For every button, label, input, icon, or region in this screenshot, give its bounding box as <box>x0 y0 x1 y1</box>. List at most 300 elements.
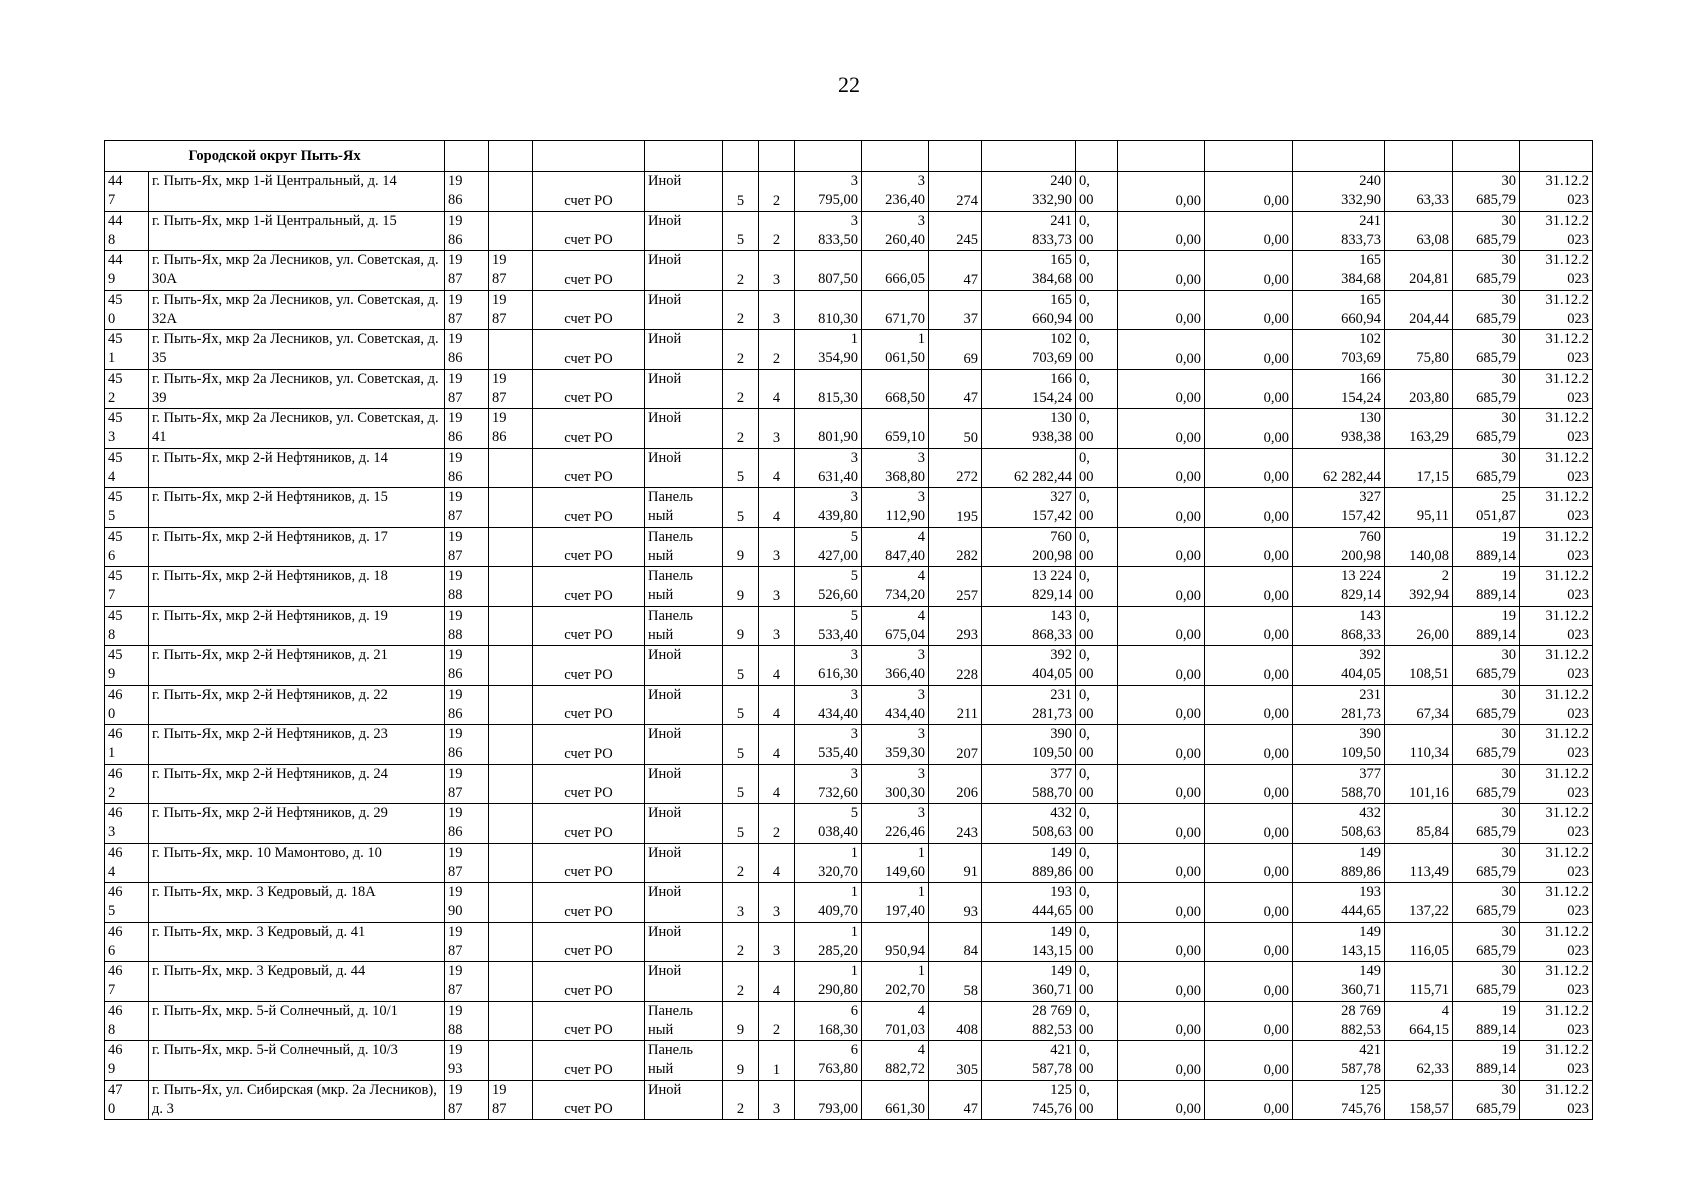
completion-year-cell <box>489 606 533 646</box>
entrances-cell: 4 <box>759 725 795 765</box>
floors-cell: 5 <box>723 448 759 488</box>
max-unit-cost-cell: 30 685,79 <box>1453 764 1520 804</box>
address-cell: г. Пыть-Ях, мкр 2-й Нефтяников, д. 21 <box>149 646 445 686</box>
total-cost-cell: 130 938,38 <box>982 409 1076 449</box>
local-funds-cell: 0,00 <box>1205 606 1293 646</box>
federal-funds-cell: 0, 00 <box>1076 567 1118 607</box>
federal-funds-cell: 0, 00 <box>1076 1001 1118 1041</box>
address-cell: г. Пыть-Ях, мкр. 5-й Солнечный, д. 10/1 <box>149 1001 445 1041</box>
premises-area-cell: 668,50 <box>862 369 929 409</box>
total-cost-cell: 102 703,69 <box>982 330 1076 370</box>
total-cost-cell: 241 833,73 <box>982 211 1076 251</box>
total-cost-cell: 149 889,86 <box>982 843 1076 883</box>
premises-area-cell: 661,30 <box>862 1080 929 1120</box>
floors-cell: 2 <box>723 369 759 409</box>
premises-area-cell: 3 359,30 <box>862 725 929 765</box>
total-cost-cell: 149 143,15 <box>982 922 1076 962</box>
floors-cell: 2 <box>723 330 759 370</box>
deadline-cell: 31.12.2 023 <box>1520 567 1593 607</box>
wall-material-cell: Панель ный <box>645 488 723 528</box>
residents-cell: 211 <box>929 685 982 725</box>
residents-cell: 243 <box>929 804 982 844</box>
table-row <box>105 646 1593 686</box>
premises-area-cell: 3 226,46 <box>862 804 929 844</box>
floors-cell: 2 <box>723 922 759 962</box>
residents-cell: 195 <box>929 488 982 528</box>
total-cost-cell: 421 587,78 <box>982 1041 1076 1081</box>
total-cost-cell: 28 769 882,53 <box>982 1001 1076 1041</box>
federal-funds-cell: 0, 00 <box>1076 725 1118 765</box>
address-cell: г. Пыть-Ях, мкр. 3 Кедровый, д. 41 <box>149 922 445 962</box>
entrances-cell: 4 <box>759 369 795 409</box>
local-funds-cell: 0,00 <box>1205 448 1293 488</box>
wall-material-cell: Иной <box>645 211 723 251</box>
total-area-cell: 3 732,60 <box>795 764 862 804</box>
completion-year-cell <box>489 764 533 804</box>
unit-cost-cell: 2 392,94 <box>1385 567 1453 607</box>
floors-cell: 5 <box>723 172 759 212</box>
entrances-cell: 2 <box>759 1001 795 1041</box>
max-unit-cost-cell: 30 685,79 <box>1453 211 1520 251</box>
fund-method-cell: счет РО <box>533 251 645 291</box>
commission-year-cell: 19 86 <box>445 804 489 844</box>
federal-funds-cell: 0, 00 <box>1076 409 1118 449</box>
total-cost-cell: 240 332,90 <box>982 172 1076 212</box>
total-area-cell: 3 439,80 <box>795 488 862 528</box>
max-unit-cost-cell: 30 685,79 <box>1453 409 1520 449</box>
entrances-cell: 3 <box>759 251 795 291</box>
deadline-cell: 31.12.2 023 <box>1520 1080 1593 1120</box>
local-funds-cell: 0,00 <box>1205 883 1293 923</box>
total-area-cell: 815,30 <box>795 369 862 409</box>
floors-cell: 5 <box>723 488 759 528</box>
max-unit-cost-cell: 30 685,79 <box>1453 883 1520 923</box>
regional-funds-cell: 0,00 <box>1118 606 1205 646</box>
total-area-cell: 5 526,60 <box>795 567 862 607</box>
owner-funds-cell: 130 938,38 <box>1293 409 1385 449</box>
commission-year-cell: 19 87 <box>445 251 489 291</box>
deadline-cell: 31.12.2 023 <box>1520 1041 1593 1081</box>
wall-material-cell: Иной <box>645 725 723 765</box>
residents-cell: 91 <box>929 843 982 883</box>
fund-method-cell: счет РО <box>533 330 645 370</box>
max-unit-cost-cell: 19 889,14 <box>1453 527 1520 567</box>
total-area-cell: 3 616,30 <box>795 646 862 686</box>
row-number: 46 5 <box>105 883 149 923</box>
address-cell: г. Пыть-Ях, мкр 2-й Нефтяников, д. 23 <box>149 725 445 765</box>
residents-cell: 47 <box>929 1080 982 1120</box>
wall-material-cell: Иной <box>645 251 723 291</box>
row-number: 44 8 <box>105 211 149 251</box>
fund-method-cell: счет РО <box>533 488 645 528</box>
regional-funds-cell: 0,00 <box>1118 290 1205 330</box>
local-funds-cell: 0,00 <box>1205 330 1293 370</box>
federal-funds-cell: 0, 00 <box>1076 369 1118 409</box>
address-cell: г. Пыть-Ях, мкр 2а Лесников, ул. Советская, д. 30А <box>149 251 445 291</box>
premises-area-cell: 671,70 <box>862 290 929 330</box>
address-cell: г. Пыть-Ях, мкр. 3 Кедровый, д. 44 <box>149 962 445 1002</box>
completion-year-cell <box>489 883 533 923</box>
federal-funds-cell: 0, 00 <box>1076 1041 1118 1081</box>
commission-year-cell: 19 87 <box>445 962 489 1002</box>
regional-funds-cell: 0,00 <box>1118 804 1205 844</box>
federal-funds-cell: 0, 00 <box>1076 962 1118 1002</box>
row-number: 45 2 <box>105 369 149 409</box>
completion-year-cell <box>489 488 533 528</box>
entrances-cell: 3 <box>759 409 795 449</box>
section-header-row <box>105 141 1593 172</box>
row-number: 46 4 <box>105 843 149 883</box>
commission-year-cell: 19 87 <box>445 922 489 962</box>
entrances-cell: 2 <box>759 804 795 844</box>
local-funds-cell: 0,00 <box>1205 1001 1293 1041</box>
commission-year-cell: 19 86 <box>445 646 489 686</box>
address-cell: г. Пыть-Ях, мкр 2а Лесников, ул. Советская, д. 39 <box>149 369 445 409</box>
regional-funds-cell: 0,00 <box>1118 764 1205 804</box>
fund-method-cell: счет РО <box>533 685 645 725</box>
table-row <box>105 725 1593 765</box>
owner-funds-cell: 432 508,63 <box>1293 804 1385 844</box>
address-cell: г. Пыть-Ях, мкр 2-й Нефтяников, д. 24 <box>149 764 445 804</box>
commission-year-cell: 19 87 <box>445 290 489 330</box>
residents-cell: 206 <box>929 764 982 804</box>
address-cell: г. Пыть-Ях, мкр 2-й Нефтяников, д. 22 <box>149 685 445 725</box>
federal-funds-cell: 0, 00 <box>1076 606 1118 646</box>
unit-cost-cell: 85,84 <box>1385 804 1453 844</box>
local-funds-cell: 0,00 <box>1205 290 1293 330</box>
owner-funds-cell: 327 157,42 <box>1293 488 1385 528</box>
table-row <box>105 409 1593 449</box>
residents-cell: 293 <box>929 606 982 646</box>
commission-year-cell: 19 87 <box>445 527 489 567</box>
unit-cost-cell: 204,81 <box>1385 251 1453 291</box>
fund-method-cell: счет РО <box>533 409 645 449</box>
unit-cost-cell: 204,44 <box>1385 290 1453 330</box>
local-funds-cell: 0,00 <box>1205 527 1293 567</box>
max-unit-cost-cell: 19 889,14 <box>1453 1001 1520 1041</box>
regional-funds-cell: 0,00 <box>1118 172 1205 212</box>
row-number: 46 7 <box>105 962 149 1002</box>
wall-material-cell: Панель ный <box>645 1041 723 1081</box>
max-unit-cost-cell: 30 685,79 <box>1453 290 1520 330</box>
table-row <box>105 290 1593 330</box>
wall-material-cell: Иной <box>645 409 723 449</box>
floors-cell: 5 <box>723 764 759 804</box>
table-row <box>105 1041 1593 1081</box>
regional-funds-cell: 0,00 <box>1118 962 1205 1002</box>
max-unit-cost-cell: 19 889,14 <box>1453 567 1520 607</box>
local-funds-cell: 0,00 <box>1205 1080 1293 1120</box>
deadline-cell: 31.12.2 023 <box>1520 883 1593 923</box>
address-cell: г. Пыть-Ях, ул. Сибирская (мкр. 2а Лесников), д. 3 <box>149 1080 445 1120</box>
fund-method-cell: счет РО <box>533 1001 645 1041</box>
regional-funds-cell: 0,00 <box>1118 409 1205 449</box>
page-number: 22 <box>838 72 860 97</box>
residents-cell: 58 <box>929 962 982 1002</box>
deadline-cell: 31.12.2 023 <box>1520 962 1593 1002</box>
table-row <box>105 804 1593 844</box>
local-funds-cell: 0,00 <box>1205 962 1293 1002</box>
premises-area-cell: 4 701,03 <box>862 1001 929 1041</box>
total-area-cell: 1 354,90 <box>795 330 862 370</box>
owner-funds-cell: 377 588,70 <box>1293 764 1385 804</box>
wall-material-cell: Иной <box>645 1080 723 1120</box>
fund-method-cell: счет РО <box>533 527 645 567</box>
total-area-cell: 6 763,80 <box>795 1041 862 1081</box>
floors-cell: 5 <box>723 725 759 765</box>
row-number: 46 1 <box>105 725 149 765</box>
owner-funds-cell: 390 109,50 <box>1293 725 1385 765</box>
table-row <box>105 962 1593 1002</box>
unit-cost-cell: 63,33 <box>1385 172 1453 212</box>
row-number: 46 2 <box>105 764 149 804</box>
max-unit-cost-cell: 30 685,79 <box>1453 369 1520 409</box>
entrances-cell: 3 <box>759 1080 795 1120</box>
unit-cost-cell: 17,15 <box>1385 448 1453 488</box>
premises-area-cell: 3 236,40 <box>862 172 929 212</box>
unit-cost-cell: 113,49 <box>1385 843 1453 883</box>
owner-funds-cell: 125 745,76 <box>1293 1080 1385 1120</box>
table-row <box>105 922 1593 962</box>
row-number: 45 3 <box>105 409 149 449</box>
total-area-cell: 5 427,00 <box>795 527 862 567</box>
floors-cell: 2 <box>723 843 759 883</box>
federal-funds-cell: 0, 00 <box>1076 330 1118 370</box>
completion-year-cell <box>489 211 533 251</box>
table-row <box>105 330 1593 370</box>
row-number: 47 0 <box>105 1080 149 1120</box>
premises-area-cell: 659,10 <box>862 409 929 449</box>
premises-area-cell: 4 847,40 <box>862 527 929 567</box>
residents-cell: 272 <box>929 448 982 488</box>
commission-year-cell: 19 88 <box>445 1001 489 1041</box>
commission-year-cell: 19 86 <box>445 448 489 488</box>
federal-funds-cell: 0, 00 <box>1076 290 1118 330</box>
wall-material-cell: Иной <box>645 843 723 883</box>
max-unit-cost-cell: 30 685,79 <box>1453 843 1520 883</box>
owner-funds-cell: 28 769 882,53 <box>1293 1001 1385 1041</box>
federal-funds-cell: 0, 00 <box>1076 922 1118 962</box>
row-number: 44 9 <box>105 251 149 291</box>
premises-area-cell: 1 202,70 <box>862 962 929 1002</box>
entrances-cell: 2 <box>759 330 795 370</box>
table-row <box>105 764 1593 804</box>
local-funds-cell: 0,00 <box>1205 567 1293 607</box>
max-unit-cost-cell: 30 685,79 <box>1453 1080 1520 1120</box>
max-unit-cost-cell: 30 685,79 <box>1453 251 1520 291</box>
federal-funds-cell: 0, 00 <box>1076 685 1118 725</box>
floors-cell: 5 <box>723 211 759 251</box>
deadline-cell: 31.12.2 023 <box>1520 172 1593 212</box>
federal-funds-cell: 0, 00 <box>1076 527 1118 567</box>
regional-funds-cell: 0,00 <box>1118 646 1205 686</box>
wall-material-cell: Иной <box>645 685 723 725</box>
deadline-cell: 31.12.2 023 <box>1520 409 1593 449</box>
regional-funds-cell: 0,00 <box>1118 922 1205 962</box>
premises-area-cell: 3 368,80 <box>862 448 929 488</box>
local-funds-cell: 0,00 <box>1205 646 1293 686</box>
total-area-cell: 801,90 <box>795 409 862 449</box>
completion-year-cell: 19 87 <box>489 369 533 409</box>
wall-material-cell: Иной <box>645 962 723 1002</box>
floors-cell: 2 <box>723 1080 759 1120</box>
floors-cell: 2 <box>723 962 759 1002</box>
unit-cost-cell: 115,71 <box>1385 962 1453 1002</box>
owner-funds-cell: 760 200,98 <box>1293 527 1385 567</box>
owner-funds-cell: 166 154,24 <box>1293 369 1385 409</box>
premises-area-cell: 1 197,40 <box>862 883 929 923</box>
unit-cost-cell: 137,22 <box>1385 883 1453 923</box>
table-row <box>105 251 1593 291</box>
wall-material-cell: Панель ный <box>645 567 723 607</box>
floors-cell: 5 <box>723 685 759 725</box>
wall-material-cell: Иной <box>645 330 723 370</box>
deadline-cell: 31.12.2 023 <box>1520 646 1593 686</box>
row-number: 46 9 <box>105 1041 149 1081</box>
table-row <box>105 843 1593 883</box>
deadline-cell: 31.12.2 023 <box>1520 1001 1593 1041</box>
owner-funds-cell: 165 660,94 <box>1293 290 1385 330</box>
regional-funds-cell: 0,00 <box>1118 488 1205 528</box>
entrances-cell: 3 <box>759 567 795 607</box>
premises-area-cell: 3 260,40 <box>862 211 929 251</box>
total-cost-cell: 432 508,63 <box>982 804 1076 844</box>
fund-method-cell: счет РО <box>533 369 645 409</box>
premises-area-cell: 4 734,20 <box>862 567 929 607</box>
completion-year-cell <box>489 646 533 686</box>
federal-funds-cell: 0, 00 <box>1076 488 1118 528</box>
total-area-cell: 1 285,20 <box>795 922 862 962</box>
entrances-cell: 1 <box>759 1041 795 1081</box>
wall-material-cell: Иной <box>645 883 723 923</box>
deadline-cell: 31.12.2 023 <box>1520 251 1593 291</box>
address-cell: г. Пыть-Ях, мкр 2а Лесников, ул. Советская, д. 41 <box>149 409 445 449</box>
fund-method-cell: счет РО <box>533 211 645 251</box>
max-unit-cost-cell: 30 685,79 <box>1453 330 1520 370</box>
local-funds-cell: 0,00 <box>1205 488 1293 528</box>
total-cost-cell: 390 109,50 <box>982 725 1076 765</box>
row-number: 46 8 <box>105 1001 149 1041</box>
row-number: 46 0 <box>105 685 149 725</box>
total-area-cell: 3 795,00 <box>795 172 862 212</box>
row-number: 45 1 <box>105 330 149 370</box>
table-row <box>105 883 1593 923</box>
completion-year-cell <box>489 843 533 883</box>
residents-cell: 228 <box>929 646 982 686</box>
federal-funds-cell: 0, 00 <box>1076 883 1118 923</box>
completion-year-cell <box>489 527 533 567</box>
fund-method-cell: счет РО <box>533 646 645 686</box>
address-cell: г. Пыть-Ях, мкр 2-й Нефтяников, д. 17 <box>149 527 445 567</box>
federal-funds-cell: 0, 00 <box>1076 1080 1118 1120</box>
total-area-cell: 807,50 <box>795 251 862 291</box>
local-funds-cell: 0,00 <box>1205 369 1293 409</box>
entrances-cell: 4 <box>759 488 795 528</box>
total-cost-cell: 125 745,76 <box>982 1080 1076 1120</box>
residents-cell: 207 <box>929 725 982 765</box>
fund-method-cell: счет РО <box>533 290 645 330</box>
completion-year-cell: 19 87 <box>489 251 533 291</box>
commission-year-cell: 19 88 <box>445 606 489 646</box>
local-funds-cell: 0,00 <box>1205 409 1293 449</box>
row-number: 45 7 <box>105 567 149 607</box>
total-cost-cell: 62 282,44 <box>982 448 1076 488</box>
commission-year-cell: 19 88 <box>445 567 489 607</box>
floors-cell: 9 <box>723 1001 759 1041</box>
regional-funds-cell: 0,00 <box>1118 211 1205 251</box>
commission-year-cell: 19 90 <box>445 883 489 923</box>
entrances-cell: 3 <box>759 606 795 646</box>
completion-year-cell <box>489 567 533 607</box>
owner-funds-cell: 149 360,71 <box>1293 962 1385 1002</box>
total-cost-cell: 392 404,05 <box>982 646 1076 686</box>
commission-year-cell: 19 86 <box>445 211 489 251</box>
unit-cost-cell: 26,00 <box>1385 606 1453 646</box>
total-area-cell: 1 320,70 <box>795 843 862 883</box>
commission-year-cell: 19 86 <box>445 685 489 725</box>
total-cost-cell: 377 588,70 <box>982 764 1076 804</box>
premises-area-cell: 4 675,04 <box>862 606 929 646</box>
deadline-cell: 31.12.2 023 <box>1520 369 1593 409</box>
premises-area-cell: 3 366,40 <box>862 646 929 686</box>
commission-year-cell: 19 86 <box>445 725 489 765</box>
residents-cell: 47 <box>929 251 982 291</box>
owner-funds-cell: 149 889,86 <box>1293 843 1385 883</box>
residents-cell: 305 <box>929 1041 982 1081</box>
regional-funds-cell: 0,00 <box>1118 725 1205 765</box>
fund-method-cell: счет РО <box>533 606 645 646</box>
local-funds-cell: 0,00 <box>1205 843 1293 883</box>
commission-year-cell: 19 93 <box>445 1041 489 1081</box>
unit-cost-cell: 62,33 <box>1385 1041 1453 1081</box>
fund-method-cell: счет РО <box>533 1041 645 1081</box>
total-area-cell: 3 535,40 <box>795 725 862 765</box>
completion-year-cell <box>489 330 533 370</box>
unit-cost-cell: 67,34 <box>1385 685 1453 725</box>
premises-area-cell: 1 061,50 <box>862 330 929 370</box>
max-unit-cost-cell: 30 685,79 <box>1453 448 1520 488</box>
total-cost-cell: 760 200,98 <box>982 527 1076 567</box>
floors-cell: 3 <box>723 883 759 923</box>
deadline-cell: 31.12.2 023 <box>1520 685 1593 725</box>
residents-cell: 47 <box>929 369 982 409</box>
max-unit-cost-cell: 30 685,79 <box>1453 685 1520 725</box>
unit-cost-cell: 140,08 <box>1385 527 1453 567</box>
total-area-cell: 6 168,30 <box>795 1001 862 1041</box>
regional-funds-cell: 0,00 <box>1118 843 1205 883</box>
commission-year-cell: 19 87 <box>445 764 489 804</box>
total-cost-cell: 193 444,65 <box>982 883 1076 923</box>
premises-area-cell: 3 434,40 <box>862 685 929 725</box>
fund-method-cell: счет РО <box>533 804 645 844</box>
address-cell: г. Пыть-Ях, мкр 2а Лесников, ул. Советская, д. 35 <box>149 330 445 370</box>
fund-method-cell: счет РО <box>533 448 645 488</box>
max-unit-cost-cell: 30 685,79 <box>1453 725 1520 765</box>
federal-funds-cell: 0, 00 <box>1076 251 1118 291</box>
address-cell: г. Пыть-Ях, мкр 2-й Нефтяников, д. 29 <box>149 804 445 844</box>
entrances-cell: 2 <box>759 211 795 251</box>
completion-year-cell <box>489 725 533 765</box>
section-title: Городской округ Пыть-Ях <box>105 141 445 172</box>
total-area-cell: 793,00 <box>795 1080 862 1120</box>
completion-year-cell: 19 86 <box>489 409 533 449</box>
table-row <box>105 488 1593 528</box>
max-unit-cost-cell: 30 685,79 <box>1453 172 1520 212</box>
table-row <box>105 448 1593 488</box>
max-unit-cost-cell: 30 685,79 <box>1453 804 1520 844</box>
entrances-cell: 4 <box>759 646 795 686</box>
local-funds-cell: 0,00 <box>1205 922 1293 962</box>
